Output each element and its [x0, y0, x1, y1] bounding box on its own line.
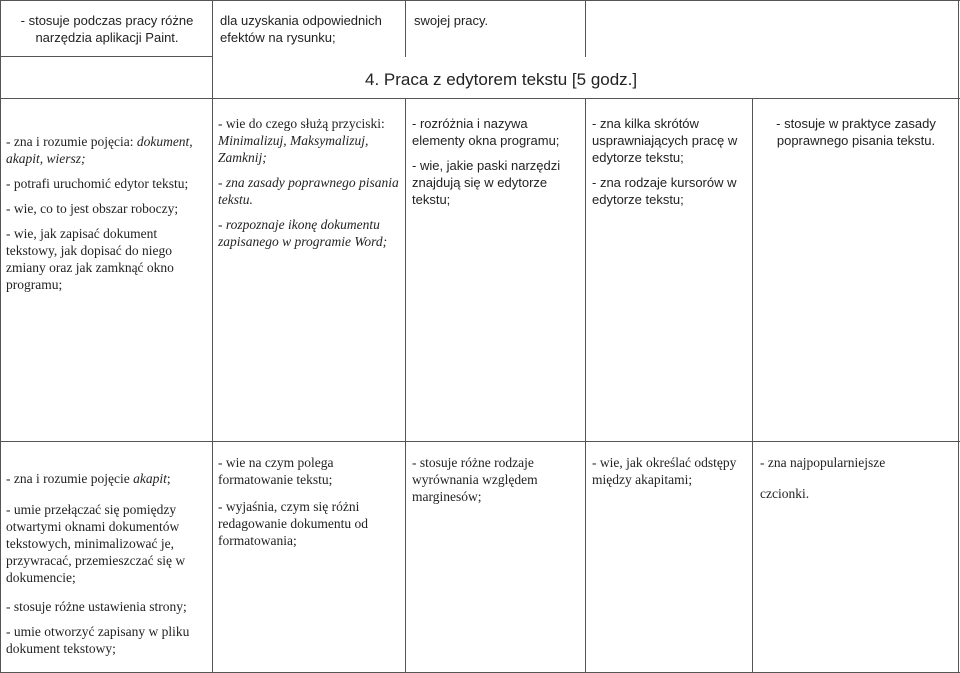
row2-cell-5-item-2: czcionki.: [760, 486, 810, 501]
row1-cell-1-item-4: - wie, jak zapisać dokument tekstowy, jak dopisać do niego zmiany oraz jak zamknąć okno programu;: [6, 226, 174, 292]
row2-cell-4-item-1: - wie, jak określać odstępy między akapitami;: [592, 455, 737, 487]
table-border-top: [0, 0, 960, 1]
top-row-cell-2-text: dla uzyskania odpowiednich efektów na rysunku;: [220, 13, 382, 45]
row2-cell-1-item-2: - umie przełączać się pomiędzy otwartymi oknami dokumentów tekstowych, minimalizować je, przywracać, przemieszczać się w dokumencie;: [6, 502, 186, 585]
row1-cell-2-item-3: [218, 216, 400, 250]
row1-cell-1: [6, 133, 206, 301]
row2-cell-1: [6, 470, 206, 665]
row2-cell-2-item-2: - wyjaśnia, czym się różni redagowanie dokumentu od formatowania;: [218, 499, 368, 548]
row1-cell-2: [218, 115, 400, 258]
row1-cell-1-item-1: [6, 133, 206, 167]
row1-cell-4-item-1: - zna kilka skrótów usprawniających pracę w edytorze tekstu;: [592, 116, 738, 165]
row1-cell-3-item-1: - rozróżnia i nazywa elementy okna programu;: [412, 116, 560, 148]
row1-cell-2-item-3-text: - rozpoznaje ikonę dokumentu zapisanego w programie Word;: [218, 217, 388, 249]
top-row-cell-1-text: - stosuje podczas pracy różne narzędzia aplikacji Paint.: [20, 13, 194, 45]
row2-cell-4: [592, 454, 750, 496]
row2-cell-3-item-1: - stosuje różne rodzaje wyrównania względem marginesów;: [412, 455, 538, 504]
row2-cell-3: [412, 454, 580, 513]
row1-cell-1-item-3: - wie, co to jest obszar roboczy;: [6, 201, 179, 216]
table-border-after-top-row: [0, 56, 213, 57]
row2-cell-1-item-1: [6, 470, 206, 487]
table-border-right: [958, 0, 959, 673]
column-divider-4: [752, 98, 753, 673]
row1-cell-5: [758, 115, 954, 157]
row2-cell-1-item-4: - umie otworzyć zapisany w pliku dokument tekstowy;: [6, 624, 190, 656]
top-row-cell-3: [414, 12, 579, 29]
column-divider-1: [212, 0, 213, 673]
column-divider-2a: [405, 0, 406, 57]
row2-cell-1-item-1-text: - zna i rozumie pojęcie: [6, 471, 134, 486]
row1-cell-2-item-2: [218, 174, 400, 208]
row1-cell-4: [592, 115, 748, 216]
top-row-cell-1: [14, 12, 200, 46]
top-row-cell-3-text: swojej pracy.: [414, 13, 489, 28]
row2-cell-5: [760, 454, 954, 510]
table-border-row1-top: [0, 98, 960, 99]
row1-cell-4-item-2: - zna rodzaje kursorów w edytorze tekstu;: [592, 175, 737, 207]
column-divider-2b: [405, 98, 406, 673]
table-border-row2-top: [0, 441, 960, 442]
top-row-cell-2: [220, 12, 400, 46]
row2-cell-1-item-1-term: akapit: [133, 471, 167, 486]
row2-cell-2: [218, 454, 400, 557]
row2-cell-1-item-3: - stosuje różne ustawienia strony;: [6, 599, 187, 614]
row1-cell-2-item-2-text: - zna zasady poprawnego pisania tekstu.: [218, 175, 399, 207]
section-title: 4. Praca z edytorem tekstu [5 godz.]: [365, 70, 638, 89]
row1-cell-3: [412, 115, 580, 216]
row1-cell-5-item-1: - stosuje w praktyce zasady poprawnego pisania tekstu.: [776, 116, 936, 148]
row2-cell-1-item-1-end: ;: [166, 471, 171, 486]
row1-cell-2-item-1-text: - wie do czego służą przyciski:: [218, 116, 385, 131]
row1-cell-1-item-2: - potrafi uruchomić edytor tekstu;: [6, 176, 189, 191]
row2-cell-5-item-1: - zna najpopularniejsze: [760, 455, 886, 470]
column-divider-3a: [585, 0, 586, 57]
row2-cell-2-item-1: - wie na czym polega formatowanie tekstu;: [218, 455, 334, 487]
row1-cell-2-item-1-buttons: Minimalizuj, Maksymalizuj, Zamknij;: [218, 133, 369, 165]
row1-cell-2-item-1: [218, 115, 400, 166]
table-border-left: [0, 0, 1, 673]
row1-cell-1-item-1-terms: dokument, akapit, wiersz;: [6, 134, 193, 166]
row1-cell-1-item-1-text: - zna i rozumie pojęcia:: [6, 134, 137, 149]
row1-cell-3-item-2: - wie, jakie paski narzędzi znajdują się w edytorze tekstu;: [412, 158, 561, 207]
column-divider-3b: [585, 98, 586, 673]
